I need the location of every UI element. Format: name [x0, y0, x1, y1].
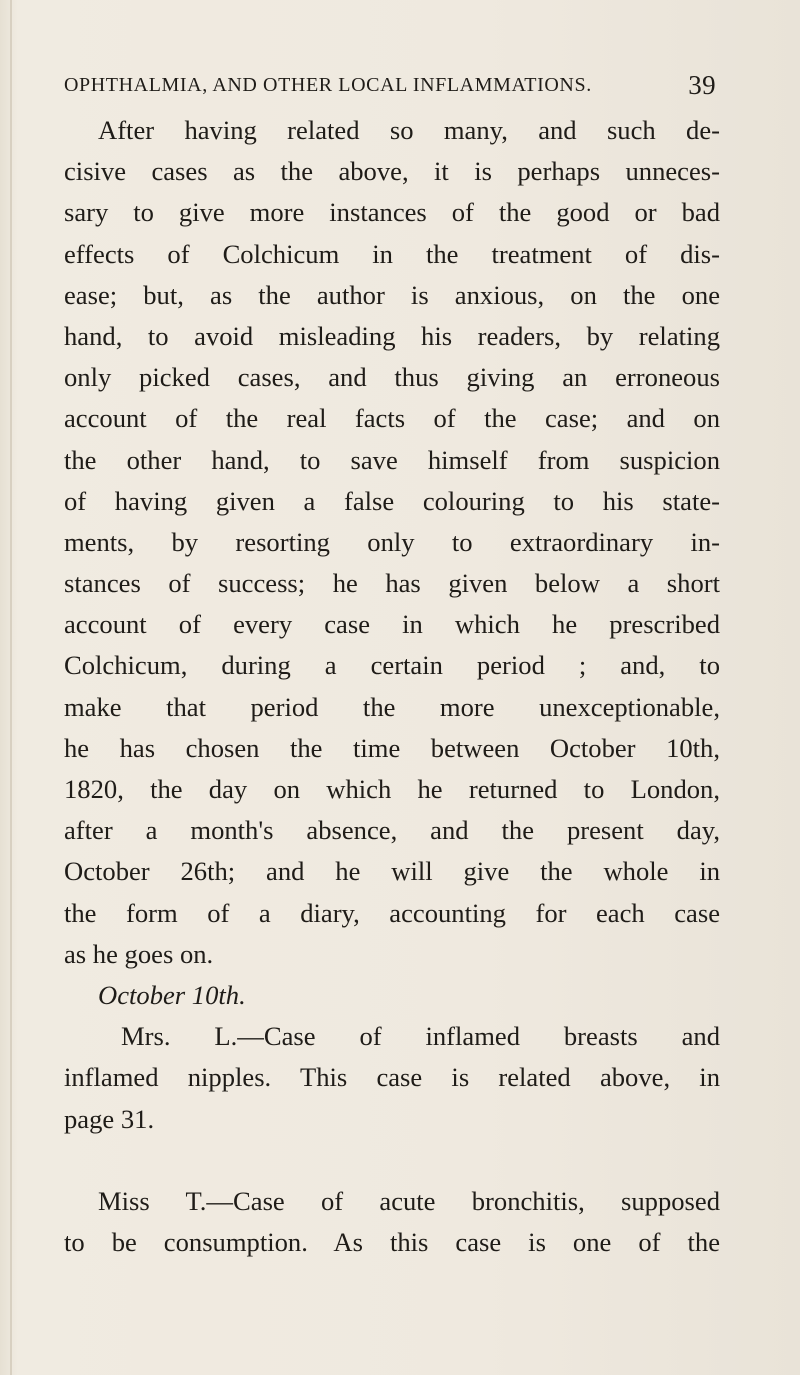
- date-heading: October 10th.: [98, 979, 246, 1010]
- text-line: to be consumption. As this case is one of the: [64, 1227, 720, 1258]
- text-line: ments, by resorting only to extraordinary in-: [64, 526, 720, 557]
- text-line: effects of Colchicum in the treatment of dis-: [64, 238, 720, 269]
- text-line: ease; but, as the author is anxious, on the one: [64, 279, 720, 310]
- diary-entry-miss-t: [64, 1181, 720, 1263]
- running-head-title: OPHTHALMIA, AND OTHER LOCAL INFLAMMATIONS.: [64, 74, 592, 96]
- entry-spacer: [64, 1140, 720, 1181]
- page-number: 39: [688, 70, 716, 100]
- text-line: page 31.: [64, 1103, 155, 1134]
- text-line: cisive cases as the above, it is perhaps unneces-: [64, 156, 720, 187]
- text-line: 1820, the day on which he returned to London,: [64, 774, 720, 804]
- text-line: only picked cases, and thus giving an erroneous: [64, 362, 720, 393]
- text-line: after a month's absence, and the present day,: [64, 815, 720, 846]
- text-line: the form of a diary, accounting for each case: [64, 897, 720, 928]
- text-line: stances of success; he has given below a short: [64, 568, 720, 599]
- text-line: October 26th; and he will give the whole in: [64, 856, 720, 887]
- text-line: make that period the more unexceptionable,: [64, 691, 720, 722]
- text-line: account of every case in which he prescribed: [64, 609, 720, 640]
- text-line: sary to give more instances of the good or bad: [64, 197, 720, 228]
- diary-entry-mrs-l: [64, 1016, 720, 1140]
- text-line: Mrs. L.—Case of inflamed breasts and: [121, 1021, 720, 1052]
- text-line: inflamed nipples. This case is related above, in: [64, 1062, 720, 1093]
- body-text: [64, 110, 720, 1263]
- text-line: as he goes on.: [64, 938, 214, 969]
- paragraph-intro: [64, 110, 720, 975]
- text-line: of having given a false colouring to his state-: [64, 485, 720, 516]
- text-line: account of the real facts of the case; and on: [64, 403, 720, 434]
- text-line: Miss T.—Case of acute bronchitis, supposed: [98, 1185, 720, 1216]
- text-line: After having related so many, and such de-: [98, 115, 720, 145]
- text-line: the other hand, to save himself from suspicion: [64, 444, 720, 475]
- page-edge-shadow: [10, 0, 12, 1375]
- text-line: hand, to avoid misleading his readers, by relating: [64, 320, 720, 351]
- running-head: [64, 70, 716, 106]
- text-line: Colchicum, during a certain period ; and, to: [64, 650, 720, 681]
- text-line: he has chosen the time between October 10th,: [64, 732, 720, 763]
